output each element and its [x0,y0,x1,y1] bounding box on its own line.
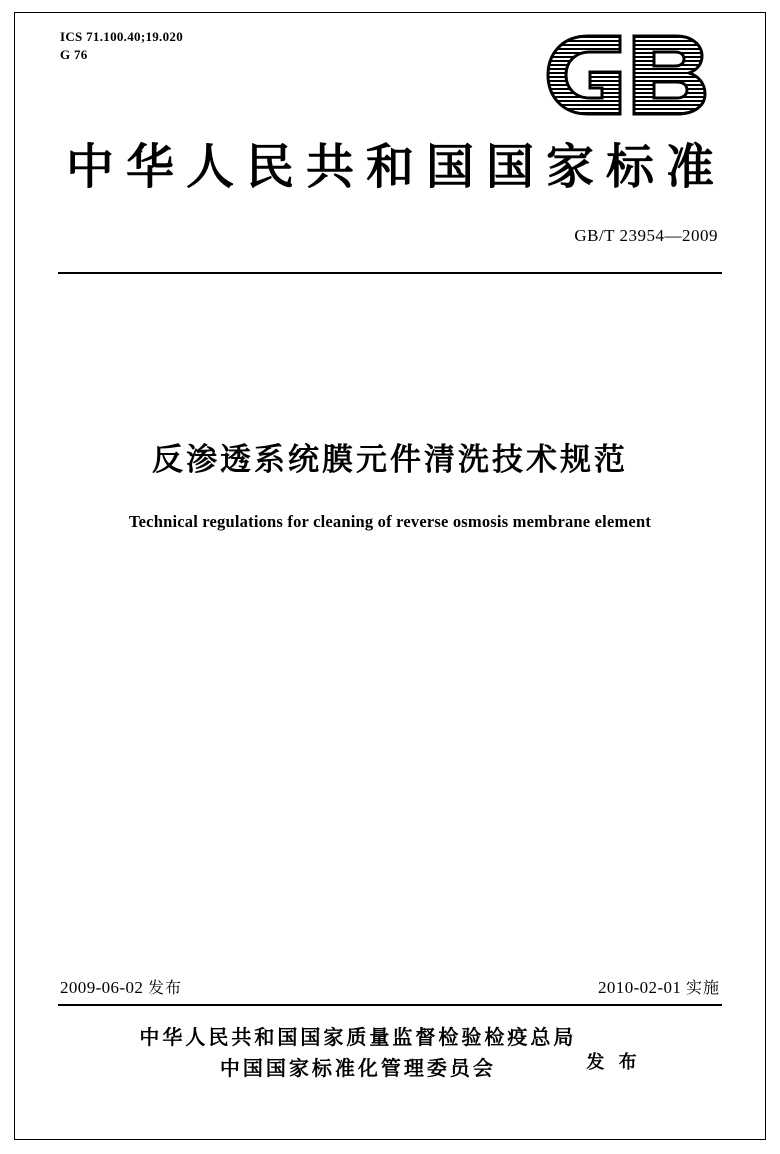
gb-logo-icon [542,32,722,118]
document-title-chinese: 反渗透系统膜元件清洗技术规范 [152,442,628,478]
footer-divider [58,1004,722,1006]
effective-date [598,975,720,998]
issue-date-label: 发布 [147,978,182,997]
publisher-line-1: 中华人民共和国国家质量监督检验检疫总局 [139,1025,577,1049]
publisher-wrap [139,1022,640,1084]
publisher-block [0,1022,780,1084]
document-title-english: Technical regulations for cleaning of reverse osmosis membrane element [128,512,652,531]
ccs-code-line: G 76 [60,46,88,62]
national-standard-title: 中华人民共和国国家标准 [65,139,726,195]
publisher-action-label: 发 布 [586,1052,641,1073]
ics-code-line: ICS 71.100.40;19.020 [60,29,184,44]
publisher-line-2: 中国国家标准化管理委员会 [219,1056,496,1080]
publisher-names [139,1022,576,1084]
header-divider [58,272,722,274]
issue-date-value: 2009-06-02 [60,978,144,997]
issue-date [60,975,182,998]
standard-number: GB/T 23954—2009 [574,226,718,245]
effective-date-value: 2010-02-01 [598,978,682,997]
effective-date-label: 实施 [685,978,720,997]
ics-classification-block [60,28,183,63]
